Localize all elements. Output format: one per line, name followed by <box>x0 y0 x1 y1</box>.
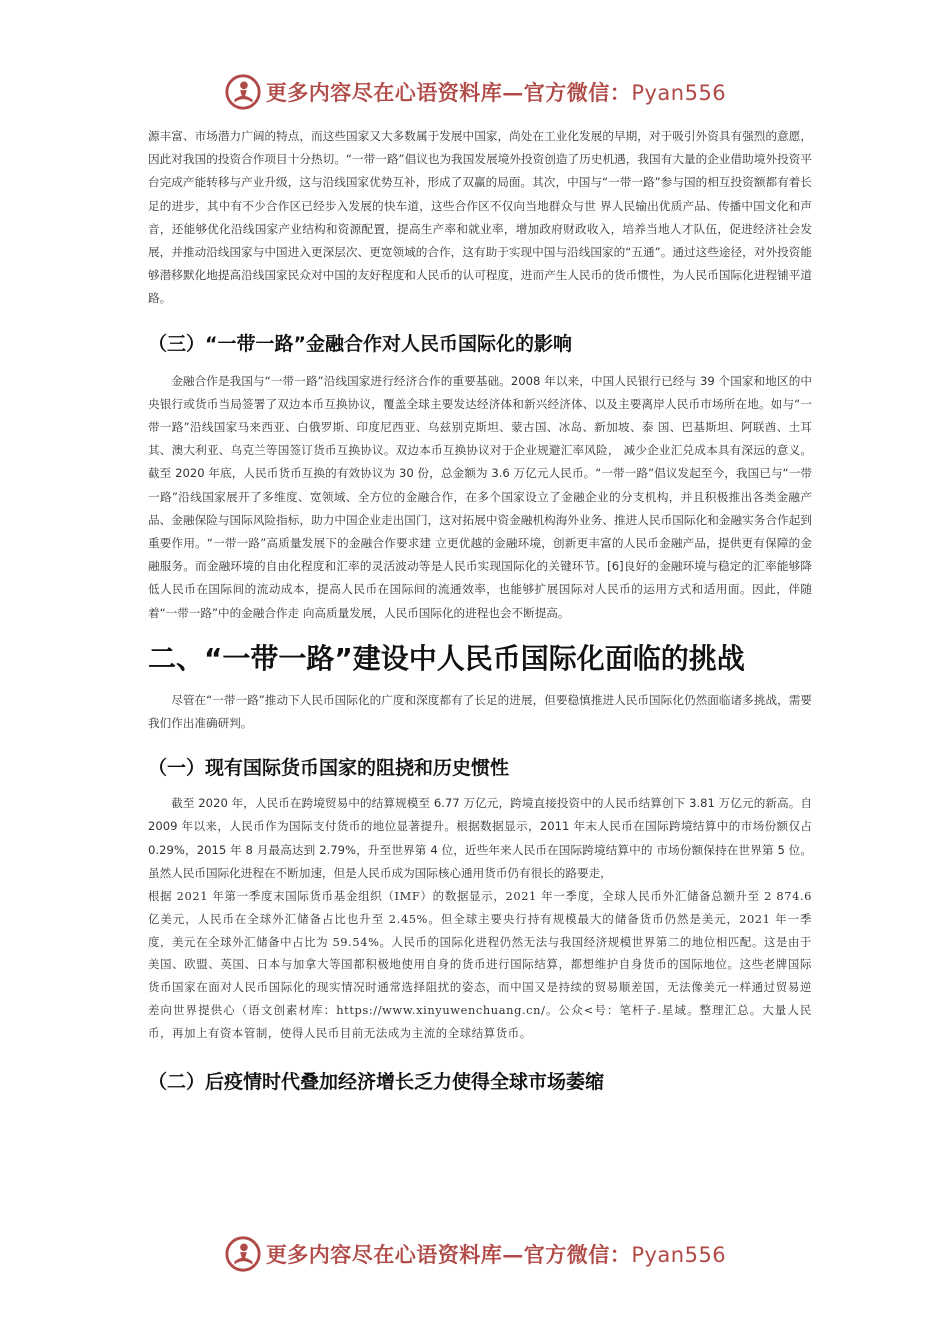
wechat-id: Pyan556 <box>631 81 727 105</box>
paragraph-settlement-scale: 截至 2020 年，人民币在跨境贸易中的结算规模至 6.77 万亿元，跨境直接投资中的人民币结算创下 3.81 万亿元的新高。自 2009 年以来，人民币作为国际支付货币的地位显著提升。根据数据显示，2011 年末人民币在国际跨境结算中的市场份额仅占 0.29%，2015 年 8 月最高达到 2.79%，升至世界第 4 位，近些年来人民币在国际跨境结算中的 市场份额保持在世界第 5 位。虽然人民币国际化进程在不断加速，但是人民币成为国际核心通用货币仍有很长的路要走， <box>148 796 812 880</box>
watermark-text: 更多内容尽在心语资料库—官方微信：Pyan556 <box>265 80 727 105</box>
watermark-text: 更多内容尽在心语资料库—官方微信：Pyan556 <box>265 1242 727 1267</box>
paragraph-challenges-intro: 尽管在“一带一路”推动下人民币国际化的广度和深度都有了长足的进展，但要稳慎推进人民币国际化仍然面临诸多挑战，需要我们作出准确研判。 <box>148 692 812 731</box>
paragraph-investment: 源丰富、市场潜力广阔的特点，而这些国家又大多数属于发展中国家，尚处在工业化发展的早期，对于吸引外资具有强烈的意愿，因此对我国的投资合作项目十分热切。“一带一路”倡议也为我国发展境外投资创造了历史机遇，我国有大量的企业借助境外投资平台完成产能转移与产业升级，这与沿线国家优势互补，形成了双赢的局面。其次，中国与“一带一路”参与国的相互投资额都有着长足的进步，其中有不少合作区已经步入发展的快车道，这些合作区不仅向当地群众与世 界人民输出优质产品、传播中国文化和声音，还能够优化沿线国家产业结构和资源配置，提高生产率和就业率，增加政府财政收入，培养当地人才队伍，促进经济社会发展，并推动沿线国家与中国进入更深层次、更宽领域的合作，这有助于实现中国与沿线国家的“五通”。通过这些途径，对外投资能够潜移默化地提高沿线国家民众对中国的友好程度和人民币的认可程度，进而产生人民币的货币惯性，为人民币国际化进程铺平道路。 <box>148 129 812 306</box>
heading-obstruction: （一）现有国际货币国家的阻挠和历史惯性 <box>148 757 510 780</box>
wechat-id: Pyan556 <box>631 1243 727 1267</box>
watermark-banner-bottom <box>0 1232 950 1276</box>
reading-person-logo-icon <box>224 73 262 111</box>
document-body <box>148 125 812 1094</box>
watermark-banner-top <box>0 70 950 114</box>
heading-challenges: 二、“一带一路”建设中人民币国际化面临的挑战 <box>148 641 745 675</box>
paragraph-finance-cooperation: 金融合作是我国与“一带一路”沿线国家进行经济合作的重要基础。2008 年以来，中国人民银行已经与 39 个国家和地区的中央银行或货币当局签署了双边本币互换协议，覆盖全球主要发达经济体和新兴经济体、以及主要离岸人民币市场所在地。如与“一带一路”沿线国家马来西亚、白俄罗斯、印度尼西亚、乌兹别克斯坦、蒙古国、冰岛、新加坡、泰 国、巴基斯坦、阿联酋、土耳其、澳大利亚、乌克兰等国签订货币互换协议。双边本币互换协议对于企业规避汇率风险， 减少企业汇兑成本具有深远的意义。截至 2020 年底，人民币货币互换的有效协议为 30 份，总金额为 3.6 万亿元人民币。“一带一路”倡议发起至今，我国已与“一带一路”沿线国家展开了多维度、宽领域、全方位的金融合作，在多个国家设立了金融企业的分支机构，并且积极推出各类金融产品、金融保险与国际风险指标，助力中国企业走出国门，这对拓展中资金融机构海外业务、推进人民币国际化和金融实务合作起到重要作用。“一带一路”高质量发展下的金融合作要求建 立更优越的金融环境，创新更丰富的人民币金融产品，提供更有保障的金融服务。而金融环境的自由化程度和汇率的灵活波动等是人民币实现国际化的关键环节。[6]良好的金融环境与稳定的汇率能够降低人民币在国际间的流动成本，提高人民币在国际间的流通效率，也能够扩展国际对人民币的运用方式和适用面。因此，伴随着“一带一路”中的金融合作走 向高质量发展，人民币国际化的进程也会不断提高。 <box>148 373 812 620</box>
reading-person-logo-icon <box>224 1235 262 1273</box>
paragraph-imf-reserves: 根据 2021 年第一季度末国际货币基金组织（IMF）的数据显示，2021 年一季度，全球人民币外汇储备总额升至 2 874.6 亿美元，人民币在全球外汇储备占比也升至 2.45%。但全球主要央行持有规模最大的储备货币仍然是美元，2021 年一季度，美元在全球外汇储备中占比为 59.54%。人民币的国际化进程仍然无法与我国经济规模世界第二的地位相匹配。这是由于美国、欧盟、英国、日本与加拿大等国都积极地使用自身的货币进行国际结算，都想维护自身货币的国际地位。这些老牌国际货币国家在面对人民币国际化的现实情况时通常选择阻扰的姿态，而中国又是持续的贸易顺差国，无法像美元一样通过贸易逆差向世界提供心（语文创素材库：https://www.xinyuwenchuang.cn/。公众<号：笔杆子.星域。整理汇总。大量人民币，再加上有资本管制，使得人民币目前无法成为主流的全球结算货币。 <box>148 889 812 1040</box>
heading-post-pandemic: （二）后疫情时代叠加经济增长乏力使得全球市场萎缩 <box>148 1070 605 1093</box>
heading-finance-cooperation: （三）“一带一路”金融合作对人民币国际化的影响 <box>148 332 572 355</box>
